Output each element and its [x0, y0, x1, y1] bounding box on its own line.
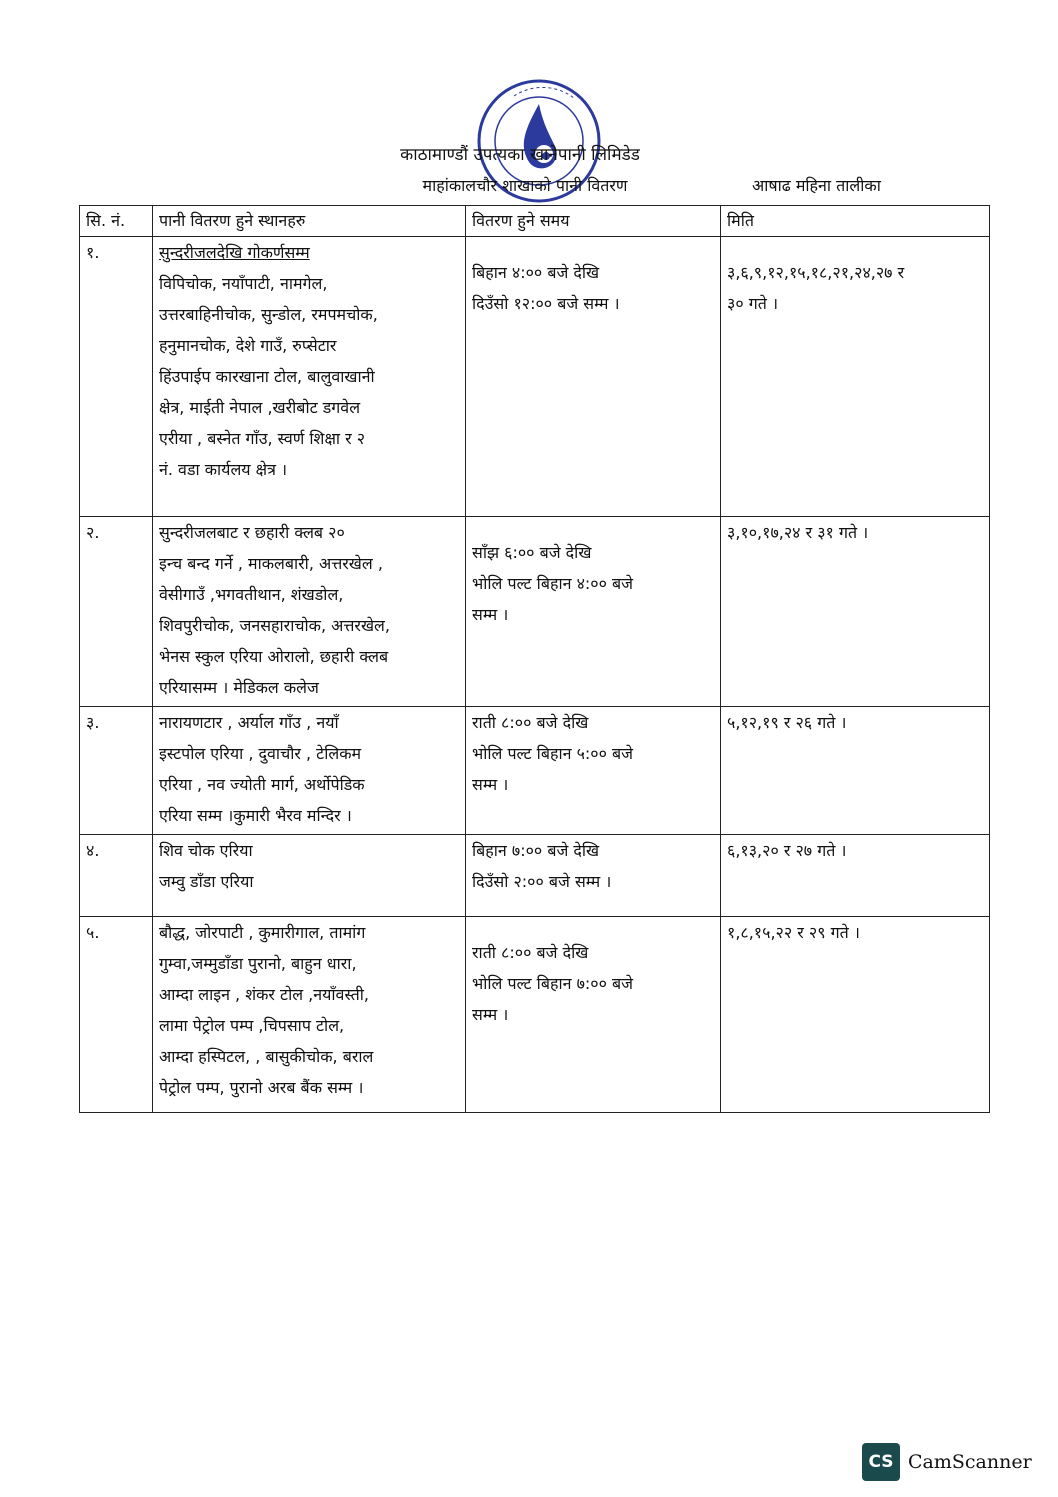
- place-line: हनुमानचोक, देशे गाउँ, रुप्सेटार: [159, 336, 337, 355]
- time-line: भोलि पल्ट बिहान ५:०० बजे: [472, 744, 634, 763]
- camscanner-watermark: [862, 1442, 1032, 1482]
- places-cell: [153, 835, 466, 917]
- serial-cell: १.: [80, 237, 153, 517]
- places-cell: [153, 707, 466, 835]
- serial-cell: ५.: [80, 917, 153, 1113]
- place-line: इन्च बन्द गर्ने , माकलबारी, अत्तरखेल ,: [159, 554, 383, 573]
- time-cell: [466, 707, 721, 835]
- place-line: जम्वु डाँडा एरिया: [159, 872, 254, 891]
- place-line: नं. वडा कार्यलय क्षेत्र ।: [159, 460, 288, 479]
- place-line: उत्तरबाहिनीचोक, सुन्डोल, रमपमचोक,: [159, 305, 378, 324]
- place-line: लामा पेट्रोल पम्प ,चिपसाप टोल,: [159, 1016, 345, 1035]
- dates-cell: [721, 917, 990, 1113]
- table-row: [80, 517, 990, 707]
- branch-distribution-line: माहांकालचौर शाखाको पानी वितरण: [422, 176, 628, 195]
- dates-line: ५,१२,१९ र २६ गते ।: [727, 713, 847, 732]
- table-row: [80, 917, 990, 1113]
- places-cell: [153, 517, 466, 707]
- serial-cell: ४.: [80, 835, 153, 917]
- dates-cell: [721, 835, 990, 917]
- col-header-time: वितरण हुने समय: [466, 206, 721, 237]
- camscanner-logo-icon: CS: [862, 1443, 900, 1481]
- dates-line: ६,१३,२० र २७ गते ।: [727, 841, 847, 860]
- camscanner-name: CamScanner: [908, 1451, 1032, 1473]
- dates-cell: [721, 707, 990, 835]
- place-line: आम्दा हस्पिटल, , बासुकीचोक, बराल: [159, 1047, 374, 1066]
- time-cell: [466, 517, 721, 707]
- dates-cell: [721, 517, 990, 707]
- place-line: हिंउपाईप कारखाना टोल, बालुवाखानी: [159, 367, 375, 386]
- time-line: दिउँसो २:०० बजे सम्म ।: [472, 872, 612, 891]
- dates-line: ३,६,९,१२,१५,१८,२१,२४,२७ र: [727, 263, 905, 282]
- time-cell: [466, 917, 721, 1113]
- time-line: बिहान ७:०० बजे देखि: [472, 841, 600, 860]
- places-cell: [153, 917, 466, 1113]
- places-cell: [153, 237, 466, 517]
- schedule-label: आषाढ महिना तालीका: [752, 176, 881, 195]
- time-line: सम्म ।: [472, 1005, 509, 1024]
- time-cell: [466, 237, 721, 517]
- place-line: क्षेत्र, माईती नेपाल ,खरीबोट डगवेल: [159, 398, 361, 417]
- table-row: [80, 835, 990, 917]
- dates-line: ३,१०,१७,२४ र ३१ गते ।: [727, 523, 869, 542]
- time-line: भोलि पल्ट बिहान ४:०० बजे: [472, 574, 634, 593]
- time-line: राती ८:०० बजे देखि: [472, 713, 589, 732]
- place-line: सुन्दरीजलबाट र छहारी क्लब २०: [159, 523, 345, 542]
- dates-line: १,८,१५,२२ र २९ गते ।: [727, 923, 860, 942]
- serial-cell: २.: [80, 517, 153, 707]
- place-line: एरियासम्म । मेडिकल कलेज: [159, 678, 319, 697]
- place-line: एरिया , नव ज्योती मार्ग, अर्थोपेडिक: [159, 775, 365, 794]
- col-header-serial: सि. नं.: [80, 206, 153, 237]
- place-line: शिव चोक एरिया: [159, 841, 253, 860]
- place-line: पेट्रोल पम्प, पुरानो अरब बैंक सम्म ।: [159, 1078, 364, 1097]
- place-line: एरिया सम्म ।कुमारी भैरव मन्दिर ।: [159, 806, 352, 825]
- places-heading: सुन्दरीजलदेखि गोकर्णसम्म: [159, 243, 310, 262]
- place-line: बौद्ध, जोरपाटी , कुमारीगाल, तामांग: [159, 923, 366, 942]
- time-line: सम्म ।: [472, 775, 509, 794]
- time-line: दिउँसो १२:०० बजे सम्म ।: [472, 294, 620, 313]
- table-row: [80, 707, 990, 835]
- col-header-dates: मिति: [721, 206, 990, 237]
- time-line: बिहान ४:०० बजे देखि: [472, 263, 600, 282]
- time-line: सम्म ।: [472, 605, 509, 624]
- dates-line: ३० गते ।: [727, 294, 779, 313]
- place-line: भेनस स्कुल एरिया ओरालो, छहारी क्लब: [159, 647, 389, 666]
- time-line: साँझ ६:०० बजे देखि: [472, 543, 592, 562]
- place-line: शिवपुरीचोक, जनसहाराचोक, अत्तरखेल,: [159, 616, 390, 635]
- time-cell: [466, 835, 721, 917]
- place-line: आम्दा लाइन , शंकर टोल ,नयाँवस्ती,: [159, 985, 370, 1004]
- organization-name: काठामाण्डौं उपत्यका खानेपानी लिमिडेड: [400, 145, 640, 165]
- dates-cell: [721, 237, 990, 517]
- table-header-row: [80, 206, 990, 237]
- serial-cell: ३.: [80, 707, 153, 835]
- place-line: इस्टपोल एरिया , दुवाचौर , टेलिकम: [159, 744, 362, 763]
- table-row: [80, 237, 990, 517]
- place-line: नारायणटार , अर्याल गाँउ , नयाँ: [159, 713, 339, 732]
- place-line: विपिचोक, नयाँपाटी, नामगेल,: [159, 274, 328, 293]
- place-line: वेसीगाउँ ,भगवतीथान, शंखडोल,: [159, 585, 344, 604]
- place-line: एरीया , बस्नेत गाँउ, स्वर्ण शिक्षा र २: [159, 429, 366, 448]
- time-line: भोलि पल्ट बिहान ७:०० बजे: [472, 974, 634, 993]
- distribution-schedule-table: [79, 205, 990, 1113]
- place-line: गुम्वा,जम्मुडाँडा पुरानो, बाहुन धारा,: [159, 954, 357, 973]
- col-header-places: पानी वितरण हुने स्थानहरु: [153, 206, 466, 237]
- time-line: राती ८:०० बजे देखि: [472, 943, 589, 962]
